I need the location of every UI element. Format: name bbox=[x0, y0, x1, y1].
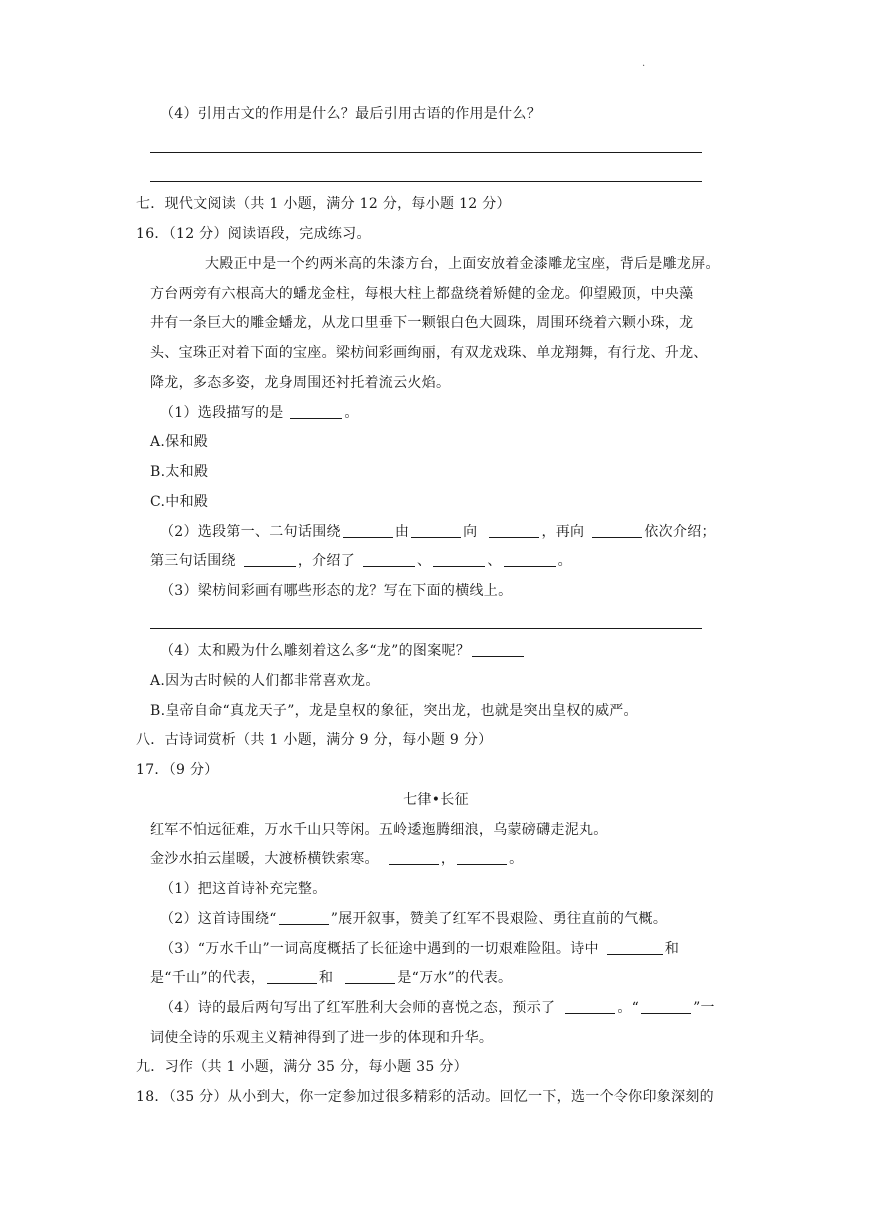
text-segment: 金沙水拍云崖暖，大渡桥横铁索寒。 bbox=[150, 851, 379, 867]
text-segment: 依次介绍； bbox=[644, 524, 716, 540]
q17-sub3-line2 bbox=[150, 968, 512, 988]
q17-sub1: （1）把这首诗补充完整。 bbox=[160, 881, 327, 897]
text-segment: ”展开叙事，赞美了红军不畏艰险、勇往直前的气概。 bbox=[330, 911, 668, 927]
fill-blank[interactable] bbox=[607, 940, 663, 955]
question-17-stem: 17．（9 分） bbox=[136, 762, 219, 778]
passage-line: 大殿正中是一个约两米高的朱漆方台，上面安放着金漆雕龙宝座，背后是雕龙屏。 bbox=[205, 256, 720, 272]
text-segment: 。 bbox=[509, 851, 524, 867]
passage-line: 头、宝珠正对着下面的宝座。梁枋间彩画绚丽，有双龙戏珠、单龙翔舞，有行龙、升龙、 bbox=[150, 345, 708, 361]
passage-line: 井有一条巨大的雕金蟠龙，从龙口里垂下一颗银白色大圆珠，周围环绕着六颗小珠，龙 bbox=[150, 315, 694, 331]
passage-line: 方台两旁有六根高大的蟠龙金柱，每根大柱上都盘绕着矫健的金龙。仰望殿顶，中央藻 bbox=[150, 286, 694, 302]
q16-sub2-line2 bbox=[150, 551, 572, 571]
fill-blank[interactable] bbox=[565, 999, 615, 1014]
q16-sub2-line1 bbox=[160, 522, 716, 542]
text-segment: 。“ bbox=[617, 1000, 640, 1016]
text-segment: （2）选段第一、二句话围绕 bbox=[160, 524, 341, 540]
header-mark: . bbox=[642, 58, 646, 69]
q17-sub3-line1 bbox=[160, 939, 679, 959]
poem-line bbox=[150, 849, 523, 869]
poem-title: 七律•长征 bbox=[403, 792, 469, 808]
text-segment: 由 bbox=[394, 524, 410, 540]
fill-blank[interactable] bbox=[279, 910, 329, 925]
option-a[interactable]: A.因为古时候的人们都非常喜欢龙。 bbox=[150, 673, 380, 689]
q17-sub4-line1 bbox=[160, 998, 715, 1018]
fill-blank[interactable] bbox=[389, 850, 439, 865]
q16-sub4 bbox=[160, 641, 526, 661]
q17-sub2 bbox=[160, 909, 667, 929]
section-heading-9: 九．习作（共 1 小题，满分 35 分，每小题 35 分） bbox=[136, 1059, 468, 1075]
q16-sub3: （3）梁枋间彩画有哪些形态的龙？写在下面的横线上。 bbox=[160, 583, 513, 599]
fill-blank[interactable] bbox=[504, 552, 556, 567]
fill-blank[interactable] bbox=[457, 850, 507, 865]
answer-line[interactable] bbox=[150, 628, 702, 629]
q16-sub1-end: 。 bbox=[344, 405, 359, 421]
text-segment: （2）这首诗围绕“ bbox=[160, 911, 277, 927]
fill-blank[interactable] bbox=[345, 969, 395, 984]
fill-blank[interactable] bbox=[244, 552, 296, 567]
q17-sub4-line2: 词使全诗的乐观主义精神得到了进一步的体现和升华。 bbox=[150, 1030, 494, 1046]
option-c[interactable]: C.中和殿 bbox=[150, 494, 209, 510]
text-segment: 和 bbox=[319, 970, 334, 986]
section-heading-8: 八．古诗词赏析（共 1 小题，满分 9 分，每小题 9 分） bbox=[136, 732, 493, 748]
q16-sub1-text: （1）选段描写的是 bbox=[160, 405, 284, 421]
section-heading-7: 七．现代文阅读（共 1 小题，满分 12 分，每小题 12 分） bbox=[136, 196, 511, 212]
text-segment: ”一 bbox=[693, 1000, 715, 1016]
text-segment: 向 bbox=[463, 524, 478, 540]
text-segment: 第三句话围绕 bbox=[150, 553, 236, 569]
text-segment: 是“千山”的代表， bbox=[150, 970, 266, 986]
fill-blank[interactable] bbox=[363, 552, 415, 567]
fill-blank[interactable] bbox=[489, 523, 539, 538]
fill-blank[interactable] bbox=[343, 523, 393, 538]
q15-sub4: （4）引用古文的作用是什么？最后引用古语的作用是什么？ bbox=[160, 106, 542, 122]
question-16-stem: 16．（12 分）阅读语段，完成练习。 bbox=[136, 226, 371, 242]
option-b[interactable]: B.皇帝自命“真龙天子”，龙是皇权的象征，突出龙，也就是突出皇权的威严。 bbox=[150, 703, 638, 719]
passage-line: 降龙，多态多姿，龙身周围还衬托着流云火焰。 bbox=[150, 375, 451, 391]
text-segment: ， bbox=[440, 851, 456, 867]
fill-blank[interactable] bbox=[592, 523, 642, 538]
option-a[interactable]: A.保和殿 bbox=[150, 434, 209, 450]
text-segment: （3）“万水千山”一词高度概括了长征途中遇到的一切艰难险阻。诗中 bbox=[160, 941, 599, 957]
text-segment: 。 bbox=[557, 553, 572, 569]
text-segment: ，再向 bbox=[541, 524, 585, 540]
fill-blank[interactable] bbox=[267, 969, 317, 984]
poem-line: 红军不怕远征难，万水千山只等闲。五岭逶迤腾细浪，乌蒙磅礴走泥丸。 bbox=[150, 822, 608, 838]
question-18-stem: 18．（35 分）从小到大，你一定参加过很多精彩的活动。回忆一下，选一个令你印象深刻的 bbox=[136, 1089, 714, 1105]
text-segment: ，介绍了 bbox=[297, 553, 356, 569]
fill-blank[interactable] bbox=[472, 642, 524, 657]
option-b[interactable]: B.太和殿 bbox=[150, 464, 209, 480]
fill-blank[interactable] bbox=[290, 404, 342, 419]
text-segment: 、 bbox=[487, 553, 502, 569]
fill-blank[interactable] bbox=[433, 552, 485, 567]
answer-line[interactable] bbox=[150, 152, 702, 153]
text-segment: 是“万水”的代表。 bbox=[397, 970, 513, 986]
text-segment: 、 bbox=[417, 553, 432, 569]
q16-sub4-text: （4）太和殿为什么雕刻着这么多“龙”的图案呢？ bbox=[160, 643, 471, 659]
q16-sub1 bbox=[160, 403, 359, 423]
fill-blank[interactable] bbox=[411, 523, 461, 538]
answer-line[interactable] bbox=[150, 181, 702, 182]
text-segment: 和 bbox=[664, 941, 680, 957]
fill-blank[interactable] bbox=[641, 999, 691, 1014]
text-segment: （4）诗的最后两句写出了红军胜利大会师的喜悦之态，预示了 bbox=[160, 1000, 556, 1016]
